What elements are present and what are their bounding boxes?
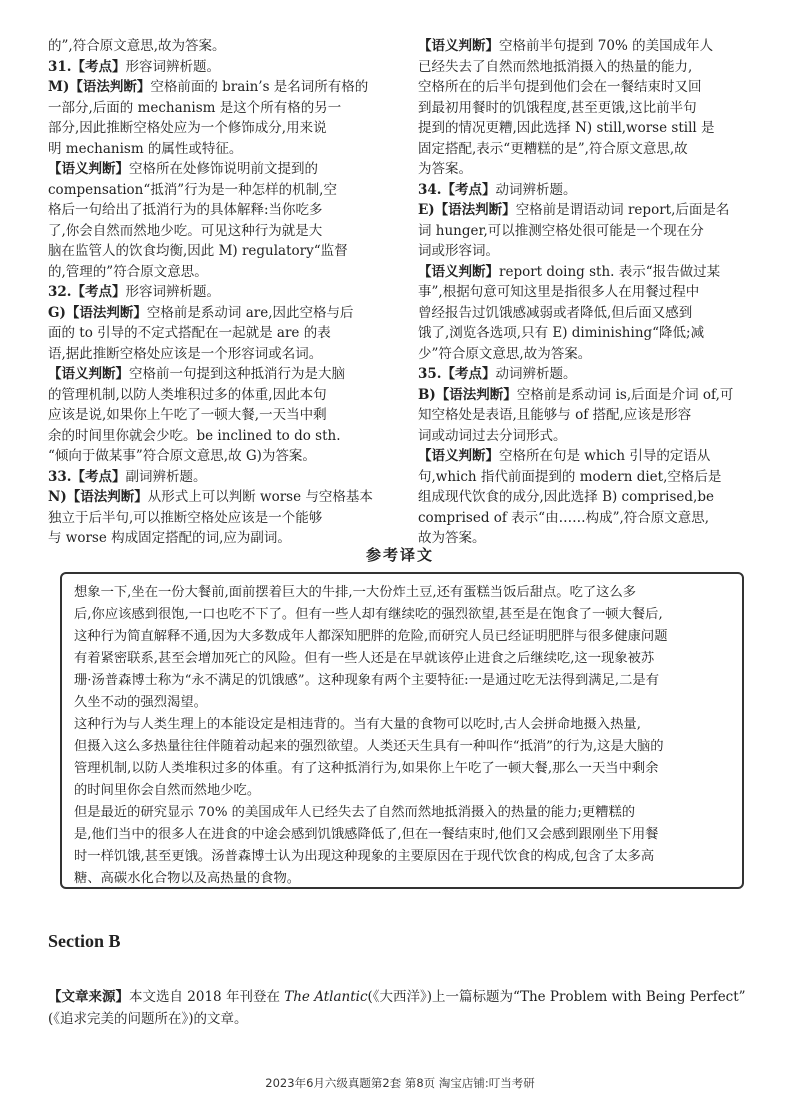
answer-text: 的管理机制,以防人类堆积过多的体重,因此本句: [48, 386, 327, 403]
answer-text: 面的 to 引导的不定式搭配在一起就是 are 的表: [48, 325, 331, 341]
answer-tag: 31.【考点】: [48, 58, 126, 75]
source-text-1: 本文选自 2018 年刊登在: [129, 989, 285, 1005]
translation-line: 但是最近的研究显示 70% 的美国成年人已经失去了自然而然地抵消摄入的热量的能力;更糟糕的: [74, 805, 636, 820]
answer-line: [48, 159, 394, 180]
answer-text: 明 mechanism 的属性或特征。: [48, 140, 243, 157]
answer-text: 空格前一句提到这种抵消行为是大脑: [129, 366, 345, 382]
answer-line: [418, 446, 766, 467]
answer-text: 格后一句给出了抵消行为的具体解释:当你吃多: [48, 202, 323, 218]
answer-line: [48, 364, 394, 385]
answer-tag: 【语义判断】: [48, 161, 129, 177]
answer-line: [48, 282, 394, 303]
translation-line: 糖、高碳水化合物以及高热量的食物。: [74, 871, 301, 886]
answer-text: 词或形容词。: [418, 243, 499, 259]
answer-text: “倾向于做某事”符合原文意思,故 G)为答案。: [48, 448, 316, 464]
answer-tag: 33.【考点】: [48, 468, 126, 485]
answer-line: [418, 405, 766, 426]
translation-line: 久坐不动的强烈渴望。: [74, 695, 207, 710]
answer-tag: E)【语法判断】: [418, 202, 516, 218]
answer-text: 到最初用餐时的饥饿程度,甚至更饿,这比前半句: [418, 99, 697, 116]
answer-text: 知空格处是表语,且能够与 of 搭配,应该是形容: [418, 407, 692, 423]
answer-line: [48, 405, 394, 426]
answer-text: 脑在监管人的饮食均衡,因此 M) regulatory“监督: [48, 243, 348, 259]
answer-text: 空格前是系动词 are,因此空格与后: [146, 304, 354, 321]
translation-line: 时一样饥饿,甚至更饿。汤普森博士认为出现这种现象的主要原因在于现代饮食的构成,包含了太多高: [74, 849, 655, 864]
answer-line: [418, 98, 766, 119]
answer-line: [48, 139, 394, 160]
answer-line: [418, 467, 766, 488]
answer-line: [418, 426, 766, 447]
answer-line: [418, 344, 766, 365]
translation-line: 珊·汤普森博士称为“永不满足的饥饿感”。这种现象有两个主要特征:一是通过吃无法得到满足,二是有: [74, 673, 659, 688]
answer-line: [418, 385, 766, 406]
answer-text: 为答案。: [418, 161, 472, 177]
answer-line: [48, 57, 394, 78]
answer-text: 独立于后半句,可以推断空格处应该是一个能够: [48, 509, 323, 526]
answer-line: [48, 508, 394, 529]
translation-title: 参考译文: [365, 546, 434, 564]
answer-tag: 【语义判断】: [418, 263, 499, 280]
answer-line: [48, 385, 394, 406]
article-source: [48, 986, 768, 1030]
translation-line: 的时间里你会自然而然地少吃。: [74, 783, 261, 798]
page-footer: 2023年6月六级真题第2套 第8页 淘宝店铺:叮当考研: [265, 1076, 535, 1090]
answer-line: [48, 446, 394, 467]
answer-tag: 32.【考点】: [48, 284, 126, 300]
answer-line: [48, 467, 394, 488]
answer-text: 固定搭配,表示“更糟糕的是”,符合原文意思,故: [418, 140, 688, 157]
answer-line: [48, 77, 394, 98]
answer-tag: 【语义判断】: [418, 38, 499, 54]
answer-line: [418, 508, 766, 529]
answer-line: [418, 262, 766, 283]
answer-text: 故为答案。: [418, 530, 486, 546]
answer-tag: G)【语法判断】: [48, 304, 147, 321]
answer-text: 曾经报告过饥饿感减弱或者降低,但后面又感到: [418, 304, 693, 321]
left-answer-column: [48, 36, 394, 549]
source-label: 【文章来源】: [48, 989, 129, 1005]
answer-line: [48, 180, 394, 201]
answer-text: 与 worse 构成固定搭配的词,应为副词。: [48, 530, 291, 546]
answer-tag: M)【语法判断】: [48, 79, 151, 95]
answer-line: [418, 159, 766, 180]
answer-text: 的,管理的”符合原文意思。: [48, 263, 208, 280]
answer-text: 动词辨析题。: [495, 181, 577, 198]
answer-text: 提到的情况更糟,因此选择 N) still,worse still 是: [418, 120, 715, 136]
answer-line: [48, 36, 394, 57]
answer-text: 空格前半句提到 70% 的美国成年人: [499, 38, 714, 54]
answer-text: 余的时间里你就会少吃。be inclined to do sth.: [48, 427, 341, 444]
answer-text: 词 hunger,可以推测空格处很可能是一个现在分: [418, 222, 704, 239]
answer-line: [418, 118, 766, 139]
answer-text: 应该是说,如果你上午吃了一顿大餐,一天当中剩: [48, 407, 327, 423]
answer-line: [48, 426, 394, 447]
translation-line: 是,他们当中的很多人在进食的中途会感到饥饿感降低了,但在一餐结束时,他们又会感到跟刚坐下用餐: [74, 827, 659, 842]
answer-line: [418, 36, 766, 57]
section-b-heading: Section B: [48, 931, 121, 951]
answer-line: [418, 487, 766, 508]
answer-line: [48, 323, 394, 344]
answer-line: [418, 364, 766, 385]
answer-line: [48, 303, 394, 324]
answer-text: 已经失去了自然而然地抵消摄入的热量的能力,: [418, 58, 693, 75]
answer-text: 副词辨析题。: [125, 468, 207, 485]
answer-line: [418, 241, 766, 262]
answer-line: [48, 200, 394, 221]
answer-text: 形容词辨析题。: [125, 58, 220, 75]
answer-text: 组成现代饮食的成分,因此选择 B) comprised,be: [418, 489, 714, 505]
answer-line: [418, 221, 766, 242]
answer-line: [48, 98, 394, 119]
answer-line: [418, 57, 766, 78]
answer-line: [418, 180, 766, 201]
answer-text: report doing sth. 表示“报告做过某: [499, 263, 721, 280]
answer-text: 词或动词过去分词形式。: [418, 427, 567, 444]
answer-text: 形容词辨析题。: [125, 284, 220, 300]
source-line-2: (《追求完美的问题所在》)的文章。: [48, 1011, 248, 1027]
answer-text: 句,which 指代前面提到的 modern diet,空格后是: [418, 468, 722, 485]
answer-line: [48, 241, 394, 262]
answer-text: 语,据此推断空格处应该是一个形容词或名词。: [48, 345, 323, 362]
answer-text: 空格前是系动词 is,后面是介词 of,可: [516, 386, 734, 403]
answer-line: [418, 200, 766, 221]
answer-line: [48, 262, 394, 283]
answer-line: [48, 344, 394, 365]
answer-text: 空格所在句是 which 引导的定语从: [499, 448, 711, 464]
translation-line: 管理机制,以防人类堆积过多的体重。有了这种抵消行为,如果你上午吃了一顿大餐,那么一天当中剩余: [74, 761, 659, 776]
translation-line: 这种行为简直解释不通,因为大多数成年人都深知肥胖的危险,而研究人员已经证明肥胖与很多健康问题: [74, 629, 668, 644]
answer-text: 一部分,后面的 mechanism 是这个所有格的另一: [48, 99, 342, 116]
translation-line: 有着紧密联系,甚至会增加死亡的风险。但有一些人还是在早就该停止进食之后继续吃,这一现象被苏: [74, 651, 655, 666]
answer-text: 的”,符合原文意思,故为答案。: [48, 38, 226, 54]
answer-tag: B)【语法判断】: [418, 386, 517, 403]
answer-line: [418, 139, 766, 160]
translation-line: 后,你应该感到很饱,一口也吃不下了。但有一些人却有继续吃的强烈欲望,甚至是在饱食了一顿大餐后,: [74, 607, 663, 622]
answer-line: [418, 77, 766, 98]
answer-line: [418, 323, 766, 344]
answer-tag: 【语义判断】: [418, 448, 499, 464]
answer-line: [418, 282, 766, 303]
answer-text: 了,你会自然而然地少吃。可见这种行为就是大: [48, 222, 323, 239]
source-text-2: (《大西洋》)上一篇标题为“The Problem with Being Perfect”: [367, 989, 746, 1005]
answer-text: 饿了,浏览各选项,只有 E) diminishing“降低;减: [418, 325, 705, 341]
answer-line: [48, 487, 394, 508]
answer-text: 事”,根据句意可知这里是指很多人在用餐过程中: [418, 284, 700, 300]
answer-text: 空格所在的后半句提到他们会在一餐结束时又回: [418, 79, 702, 95]
answer-text: 动词辨析题。: [495, 366, 577, 382]
translation-line: 想象一下,坐在一份大餐前,面前摆着巨大的牛排,一大份炸土豆,还有蛋糕当饭后甜点。吃了这么多: [74, 585, 637, 600]
answer-text: 从形式上可以判断 worse 与空格基本: [147, 489, 373, 505]
answer-tag: 34.【考点】: [418, 181, 496, 198]
source-line-1: [48, 986, 768, 1008]
answer-line: [418, 303, 766, 324]
translation-line: 但摄入这么多热量往往伴随着动起来的强烈欲望。人类还天生具有一种叫作“抵消”的行为,这是大脑的: [74, 739, 664, 754]
answer-text: 少”符合原文意思,故为答案。: [418, 345, 592, 362]
answer-text: compensation“抵消”行为是一种怎样的机制,空: [48, 181, 337, 198]
translation-line: 这种行为与人类生理上的本能设定是相违背的。当有大量的食物可以吃时,古人会拼命地摄入热量,: [74, 717, 641, 732]
answer-line: [48, 118, 394, 139]
answer-text: comprised of 表示“由……构成”,符合原文意思,: [418, 509, 710, 526]
translation-box: [60, 572, 744, 889]
answer-text: 部分,因此推断空格处应为一个修饰成分,用来说: [48, 120, 327, 136]
answer-tag: 35.【考点】: [418, 366, 496, 382]
source-journal: The Atlantic: [284, 989, 368, 1005]
answer-tag: 【语义判断】: [48, 366, 129, 382]
answer-line: [48, 221, 394, 242]
answer-text: 空格前面的 brain’s 是名词所有格的: [150, 79, 369, 95]
right-answer-column: [418, 36, 766, 549]
answer-text: 空格前是谓语动词 report,后面是名: [515, 202, 730, 218]
answer-tag: N)【语法判断】: [48, 489, 148, 505]
answer-text: 空格所在处修饰说明前文提到的: [129, 161, 318, 177]
